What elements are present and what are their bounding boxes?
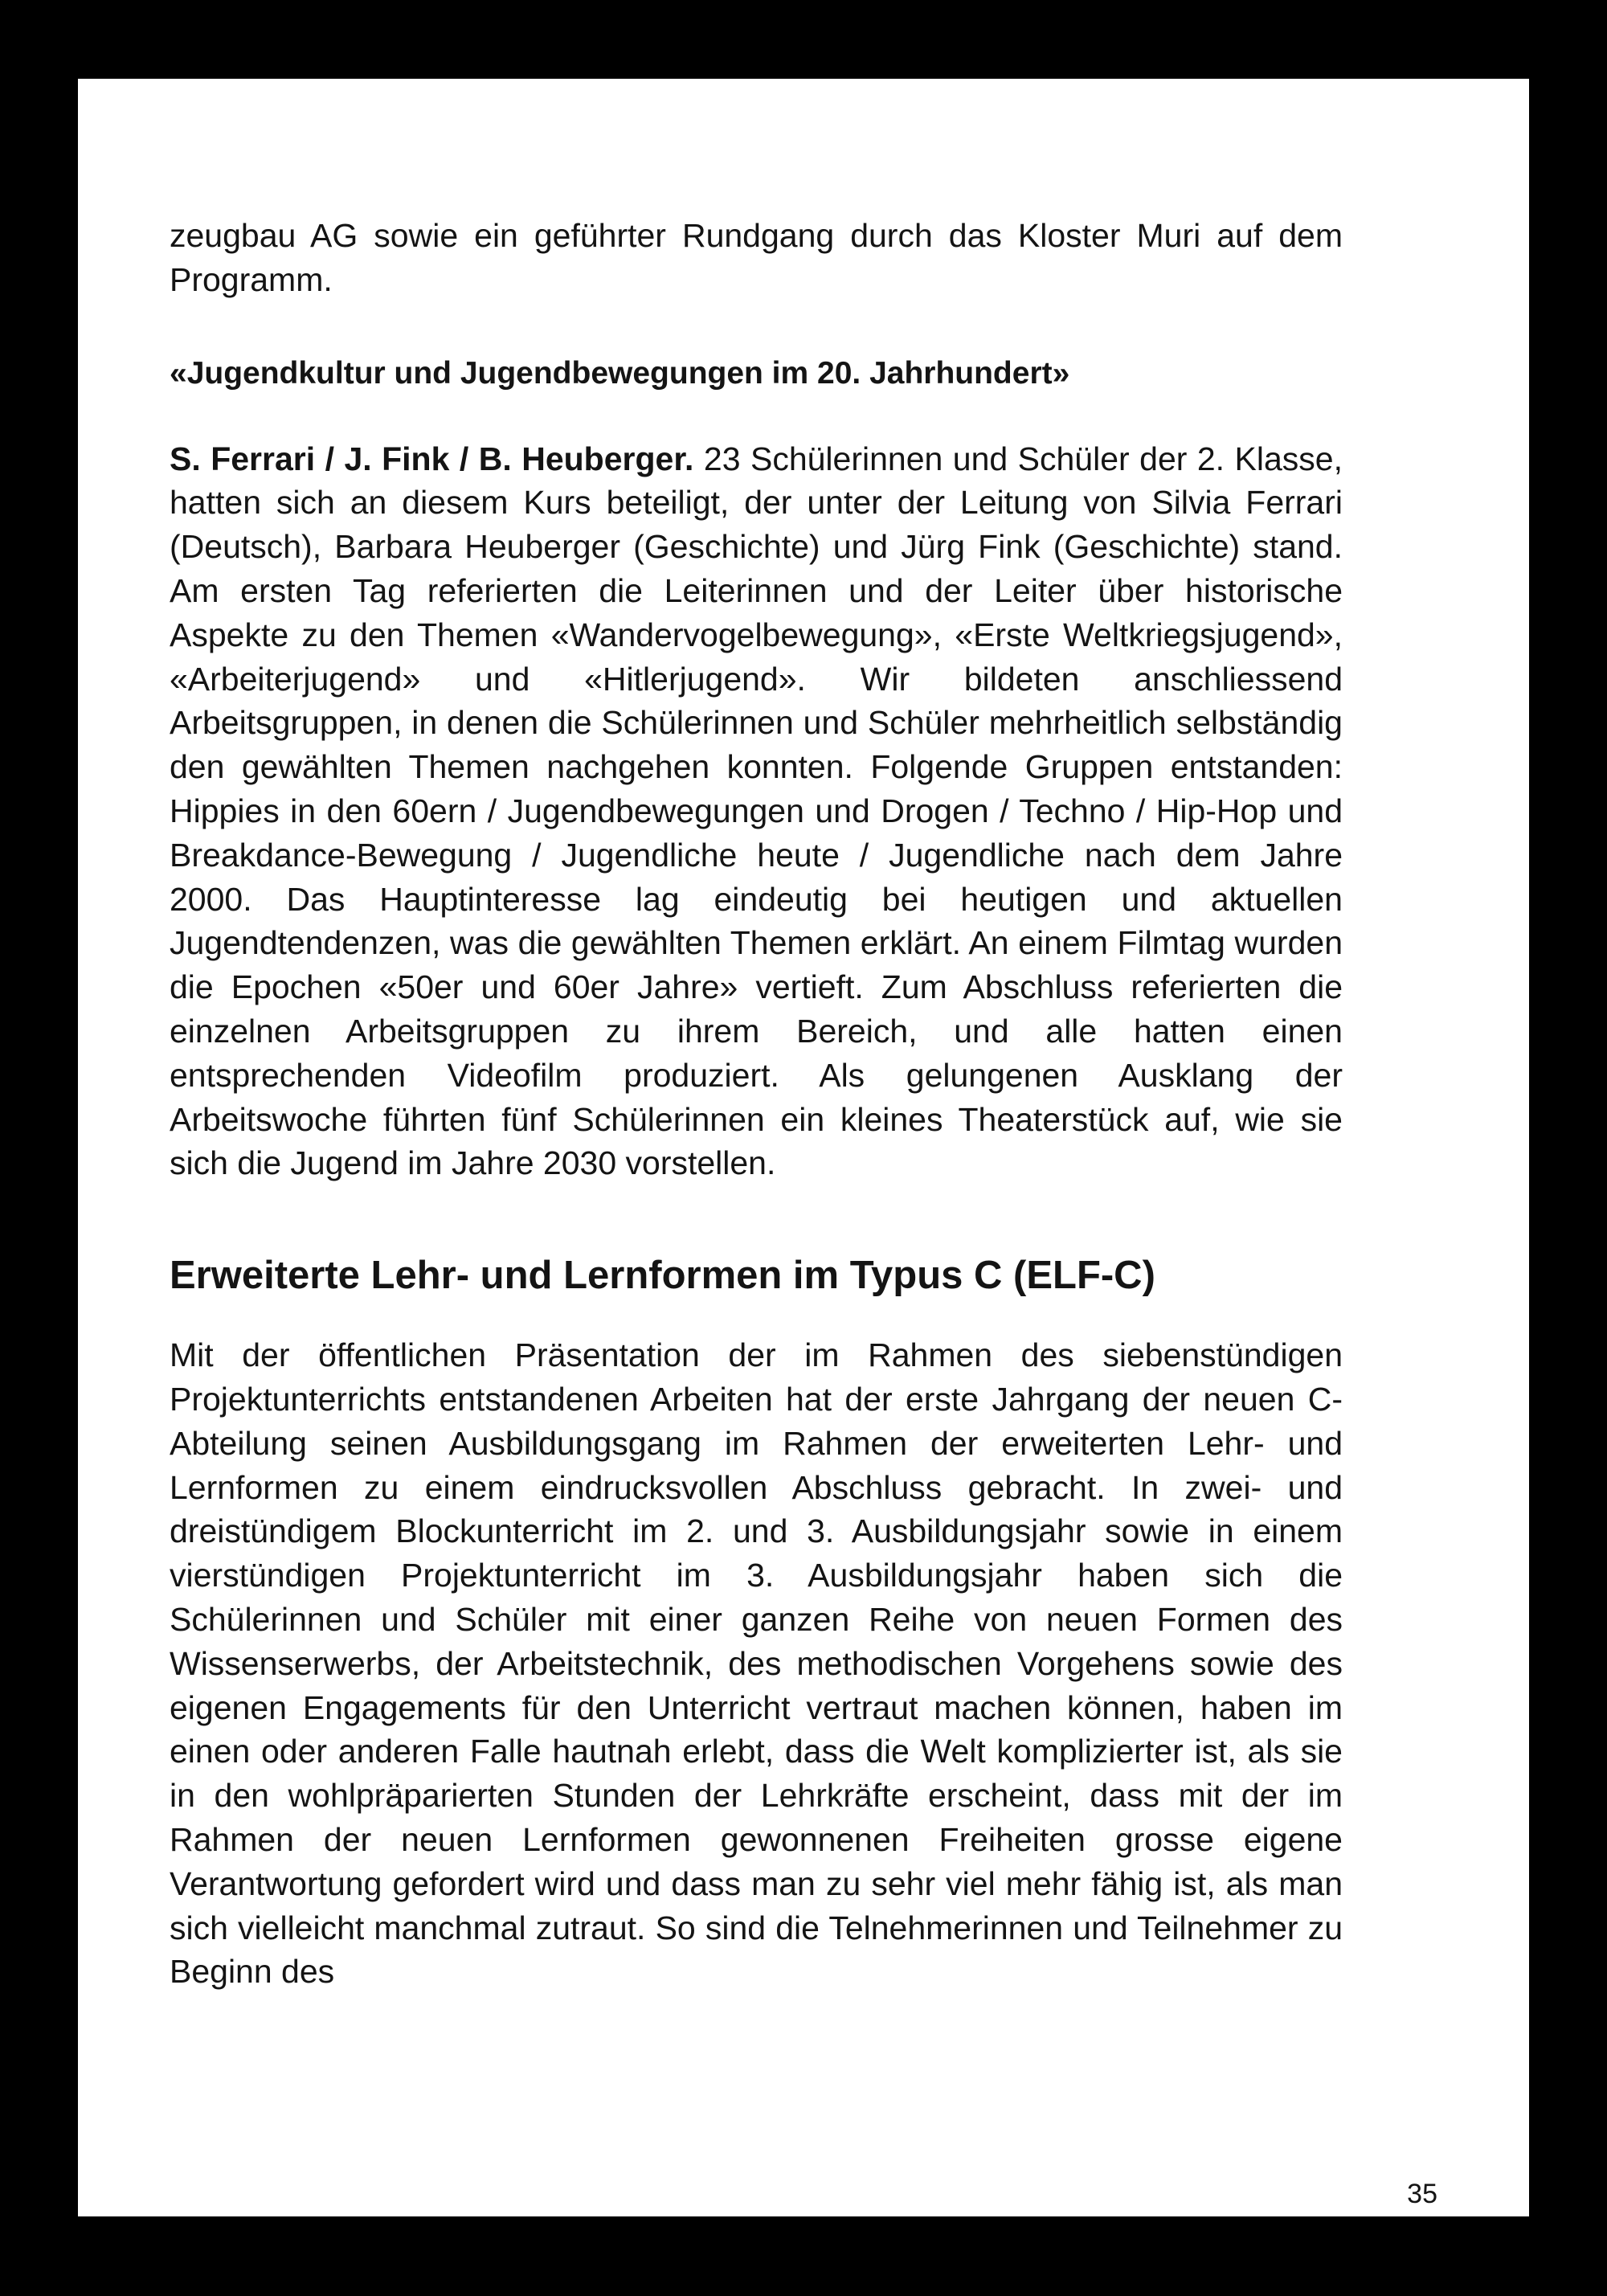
course-heading: «Jugendkultur und Jugendbewegungen im 20. Jahrhundert» xyxy=(170,355,1070,391)
section-heading: Erweiterte Lehr- und Lernformen im Typus C (ELF-C) xyxy=(170,1254,1155,1298)
course-body: 23 Schülerinnen und Schüler der 2. Klasse, hatten sich an diesem Kurs beteiligt, der unter der Leitung von Silvia Ferrari (Deutsch), Barbara Heuberger (Geschichte) und Jürg Fink (Geschichte) stand. Am ersten Tag referierten die Leiterinnen und der Leiter über historische Aspekte zu den Themen «Wandervogelbewegung», «Erste Weltkriegsjugend», «Arbeiterjugend» und «Hitlerjugend». Wir bildeten anschliessend Arbeitsgruppen, in denen die Schülerinnen und Schüler mehrheitlich selbständig den gewählten Themen nachgehen konnten. Folgende Gruppen entstanden: Hippies in den 60ern / Jugendbewegungen und Drogen / Techno / Hip-Hop und Breakdance-Bewegung / Jugendliche heute / Jugendliche nach dem Jahre 2000. Das Hauptinteresse lag eindeutig bei heutigen und aktuellen Jugendtendenzen, was die gewählten Themen erklärt. An einem Filmtag wurden die Epochen «50er und 60er Jahre» vertieft. Zum Abschluss referierten die einzelnen Arbeitsgruppen zu ihrem Bereich, und alle hatten einen entsprechenden Videofilm produziert. Als gelungenen Ausklang der Arbeitswoche führten fünf Schülerinnen ein kleines Theaterstück auf, wie sie sich die Jugend im Jahre 2030 vorstellen. xyxy=(170,440,1343,1182)
course-paragraph xyxy=(170,437,1343,1186)
section-paragraph: Mit der öffentlichen Präsentation der im Rahmen des siebenstündigen Projektunterrichts entstandenen Arbeiten hat der erste Jahrgang der neuen C-Abteilung seinen Ausbildungsgang im Rahmen der erweiterten Lehr- und Lernformen zu einem eindrucksvollen Abschluss gebracht. In zwei- und dreistündigem Blockunterricht im 2. und 3. Ausbildungsjahr sowie in einem vierstündigen Projektunterricht im 3. Ausbildungsjahr haben sich die Schülerinnen und Schüler mit einer ganzen Reihe von neuen Formen des Wissenserwerbs, der Arbeitstechnik, des methodischen Vorgehens sowie des eigenen Engagements für den Unterricht vertraut machen können, haben im einen oder anderen Falle hautnah erlebt, dass die Welt komplizierter ist, als sie in den wohlpräparierten Stunden der Lehrkräfte erscheint, dass mit der im Rahmen der neuen Lernformen gewonnenen Freiheiten grosse eigene Verantwortung gefordert wird und dass man zu sehr viel mehr fähig ist, als man sich vielleicht manchmal zutraut. So sind die Telnehmerinnen und Teilnehmer zu Beginn des xyxy=(170,1336,1343,1991)
page-content xyxy=(170,214,1343,1994)
intro-paragraph: zeugbau AG sowie ein geführter Rundgang durch das Kloster Muri auf dem Programm. xyxy=(170,217,1343,298)
page-number: 35 xyxy=(1407,2179,1437,2209)
document-page xyxy=(78,79,1529,2216)
course-leaders: S. Ferrari / J. Fink / B. Heuberger. xyxy=(170,440,694,477)
